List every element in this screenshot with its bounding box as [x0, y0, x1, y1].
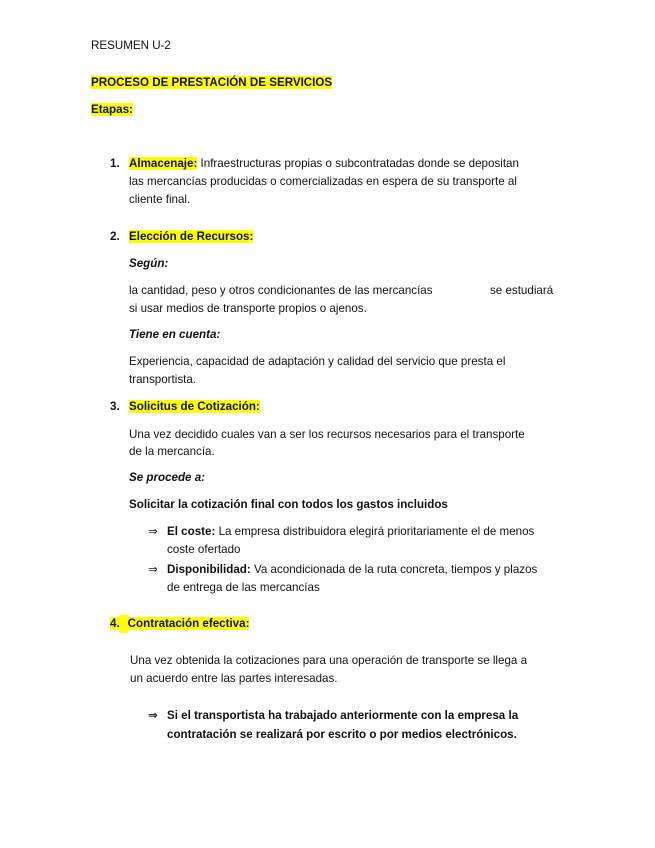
- arrow-icon: ⇒: [148, 709, 158, 722]
- item-3-line-2: de la mercancía.: [129, 445, 215, 458]
- item-3-heading: Solicitus de Cotización:: [129, 400, 260, 413]
- item-4-bullet-line-1: Si el transportista ha trabajado anteriormente con la empresa la: [167, 709, 519, 722]
- document-header: RESUMEN U-2: [91, 39, 171, 52]
- item-4-bullet-line-2: contratación se realizará por escrito o por medios electrónicos.: [167, 728, 517, 741]
- item-3-heading-row: [129, 398, 260, 416]
- bullet-disponibilidad-line-1: [167, 561, 537, 579]
- item-3-line-1: Una vez decidido cuales van a ser los recursos necesarios para el transporte: [129, 428, 525, 441]
- bullet-disponibilidad-line-2: de entrega de las mercancías: [167, 581, 320, 594]
- bullet-coste-text: La empresa distribuidora elegirá prioritariamente el de menos: [218, 525, 535, 538]
- item-4-number: 4.: [110, 617, 120, 630]
- item-3-number: 3.: [110, 400, 120, 413]
- item-4-line-1: Una vez obtenida la cotizaciones para una operación de transporte se llega a: [130, 654, 528, 667]
- item-1-heading: Almacenaje:: [129, 157, 198, 170]
- stages-heading: [91, 101, 133, 119]
- bullet-disponibilidad-text: Va acondicionada de la ruta concreta, tiempos y plazos: [253, 563, 538, 576]
- item-3-procede-text: Solicitar la cotización final con todos los gastos incluidos: [129, 498, 448, 511]
- title-text: PROCESO DE PRESTACIÓN DE SERVICIOS: [91, 76, 333, 89]
- document-title: [91, 74, 332, 92]
- item-1-line-1: [129, 155, 519, 173]
- item-3-procede-label: Se procede a:: [129, 471, 206, 484]
- item-2-heading: Elección de Recursos:: [129, 230, 254, 243]
- item-4-line-2: un acuerdo entre las partes interesadas.: [130, 672, 338, 685]
- bullet-coste-line-2: coste ofertado: [167, 543, 241, 556]
- item-2-segun-right: se estudiará: [490, 284, 554, 297]
- item-1-line-2: las mercancías producidas o comercializadas en espera de su transporte al: [129, 175, 517, 188]
- item-4-heading-row: [110, 615, 249, 633]
- item-2-tiene-label: Tiene en cuenta:: [129, 328, 221, 341]
- item-4-heading: Contratación efectiva:: [127, 617, 250, 630]
- stages-label: Etapas:: [91, 103, 133, 116]
- item-2-heading-row: [129, 228, 253, 246]
- item-2-segun-line-2: si usar medios de transporte propios o ajenos.: [129, 302, 367, 315]
- item-2-number: 2.: [110, 230, 120, 243]
- arrow-icon: ⇒: [148, 563, 158, 576]
- item-1-text-1: Infraestructuras propias o subcontratadas donde se depositan: [200, 157, 519, 170]
- item-2-segun-label: Según:: [129, 257, 169, 270]
- item-2-tiene-line-1: Experiencia, capacidad de adaptación y calidad del servicio que presta el: [129, 355, 506, 368]
- bullet-disponibilidad-label: Disponibilidad:: [167, 563, 251, 576]
- item-2-segun-left: la cantidad, peso y otros condicionantes de las mercancías: [129, 284, 433, 297]
- item-1-line-3: cliente final.: [129, 193, 191, 206]
- arrow-icon: ⇒: [148, 525, 158, 538]
- bullet-coste-line-1: [167, 523, 534, 541]
- item-1-number: 1.: [110, 157, 120, 170]
- item-2-tiene-line-2: transportista.: [129, 373, 197, 386]
- bullet-coste-label: El coste:: [167, 525, 216, 538]
